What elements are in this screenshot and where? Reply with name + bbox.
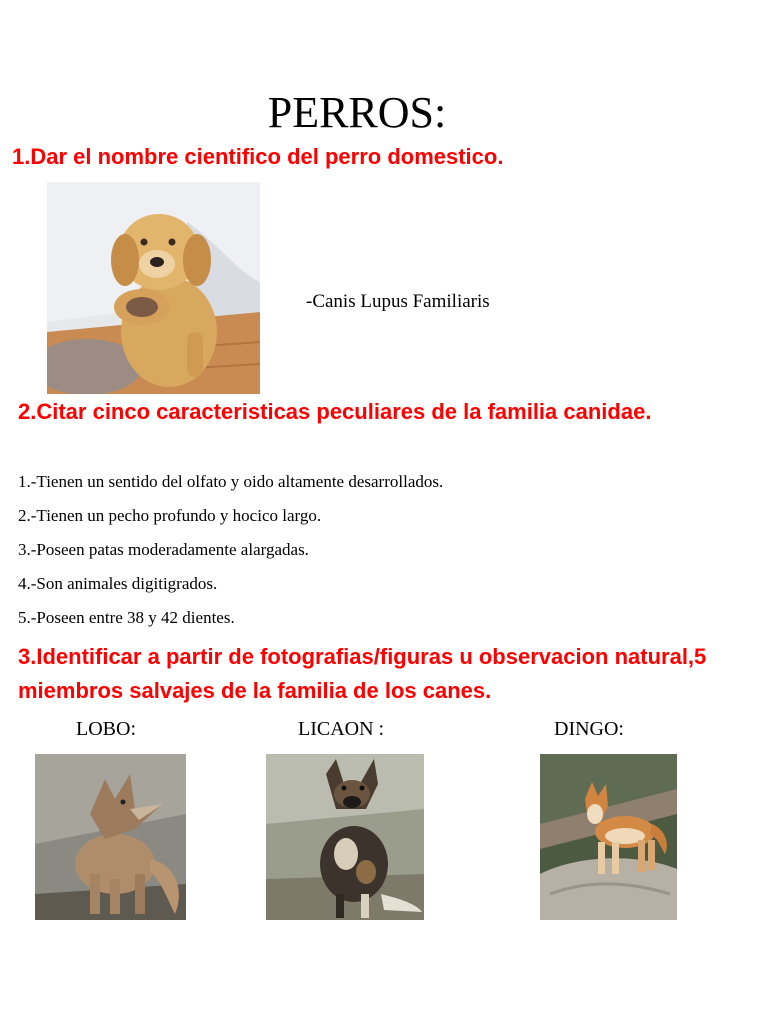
caption-dingo: DINGO: [554, 718, 624, 740]
page-title: PERROS: [267, 88, 447, 137]
question-1: 1.Dar el nombre cientifico del perro domestico. [12, 144, 504, 169]
caption-licaon: LICAON : [298, 718, 385, 740]
question-2: 2.Citar cinco caracteristicas peculiares de la familia canidae. [18, 399, 652, 424]
list-item: 5.-Poseen entre 38 y 42 dientes. [18, 608, 235, 627]
list-item: 1.-Tienen un sentido del olfato y oido altamente desarrollados. [18, 472, 444, 491]
list-item: 3.-Poseen patas moderadamente alargadas. [18, 540, 309, 559]
caption-lobo: LOBO: [76, 718, 136, 740]
scientific-name-answer: -Canis Lupus Familiaris [306, 291, 490, 312]
african-wild-dog-photo [266, 754, 424, 920]
list-item: 4.-Son animales digitigrados. [18, 574, 218, 593]
golden-retriever-photo [47, 182, 260, 394]
wolf-photo [35, 754, 186, 920]
dingo-photo [540, 754, 677, 920]
question-3: 3.Identificar a partir de fotografias/figuras u observacion natural,5 miembros salvajes de la familia de los canes. [18, 644, 707, 703]
list-item: 2.-Tienen un pecho profundo y hocico largo. [18, 506, 322, 525]
traits-list [18, 470, 443, 640]
